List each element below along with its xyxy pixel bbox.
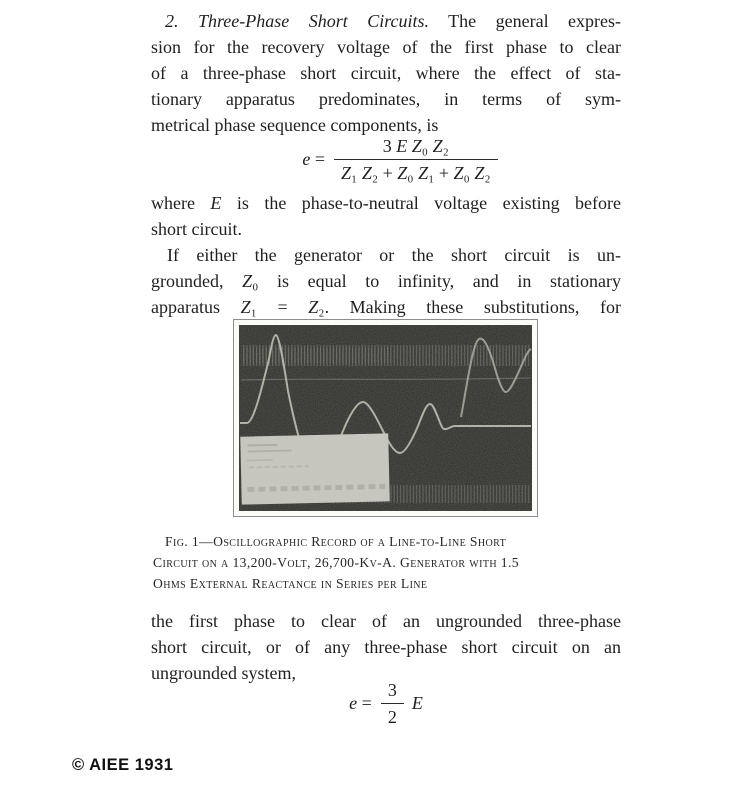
figure-caption: [153, 531, 615, 594]
text-line: tionary apparatus predominates, in terms of sym-: [151, 89, 621, 109]
paragraph-where: [151, 190, 621, 320]
oscillograph-photo: [239, 325, 532, 511]
fraction: [381, 678, 404, 729]
equation-lhs: e =: [349, 693, 372, 713]
text-line: sion for the recovery voltage of the first phase to clear: [151, 37, 621, 57]
text-line: of a three-phase short circuit, where the effect of sta-: [151, 63, 621, 83]
copyright: © AIEE 1931: [72, 756, 174, 774]
text-line: ungrounded system,: [151, 663, 296, 683]
fraction-numerator: 3: [387, 680, 397, 700]
text-line: Fig. 1—Oscillographic Record of a Line-to-Line Short: [165, 534, 507, 549]
text-line: Ohms External Reactance in Series per Line: [153, 576, 428, 591]
fraction-denominator: 2: [381, 703, 404, 729]
text-line: the first phase to clear of an ungrounded three-phase: [151, 611, 621, 631]
paragraph-intro: [151, 8, 621, 138]
equation-lhs: e =: [302, 149, 326, 169]
equation-recovery-voltage: [151, 134, 635, 185]
text-line: grounded, Z₀ is equal to infinity, and in stationary: [151, 271, 621, 291]
text-line: apparatus Z₁ = Z₂. Making these substitutions, for: [151, 297, 621, 317]
fraction-numerator: 3 E Z₀ Z₂: [382, 136, 449, 156]
text-line: metrical phase sequence components, is: [151, 115, 439, 135]
fraction: [334, 134, 498, 185]
text-line: where E is the phase-to-neutral voltage existing before: [151, 193, 621, 213]
text-line: 2. Three-Phase Short Circuits. The general expres-: [165, 11, 622, 31]
text-line: Circuit on a 13,200-Volt, 26,700-Kv-A. Generator with 1.5: [153, 555, 519, 570]
text-line: short circuit.: [151, 219, 242, 239]
text-line: short circuit, or of any three-phase short circuit on an: [151, 637, 621, 657]
equation-three-halves: [151, 678, 621, 729]
fraction-denominator: Z₁ Z₂ + Z₀ Z₁ + Z₀ Z₂: [334, 159, 498, 185]
paragraph-continued: [151, 608, 621, 686]
text-line: If either the generator or the short circuit is un-: [167, 245, 621, 265]
film-grain-overlay: [239, 325, 532, 511]
oscillograph-figure: [233, 319, 538, 517]
equation-rhs: E: [411, 693, 423, 713]
